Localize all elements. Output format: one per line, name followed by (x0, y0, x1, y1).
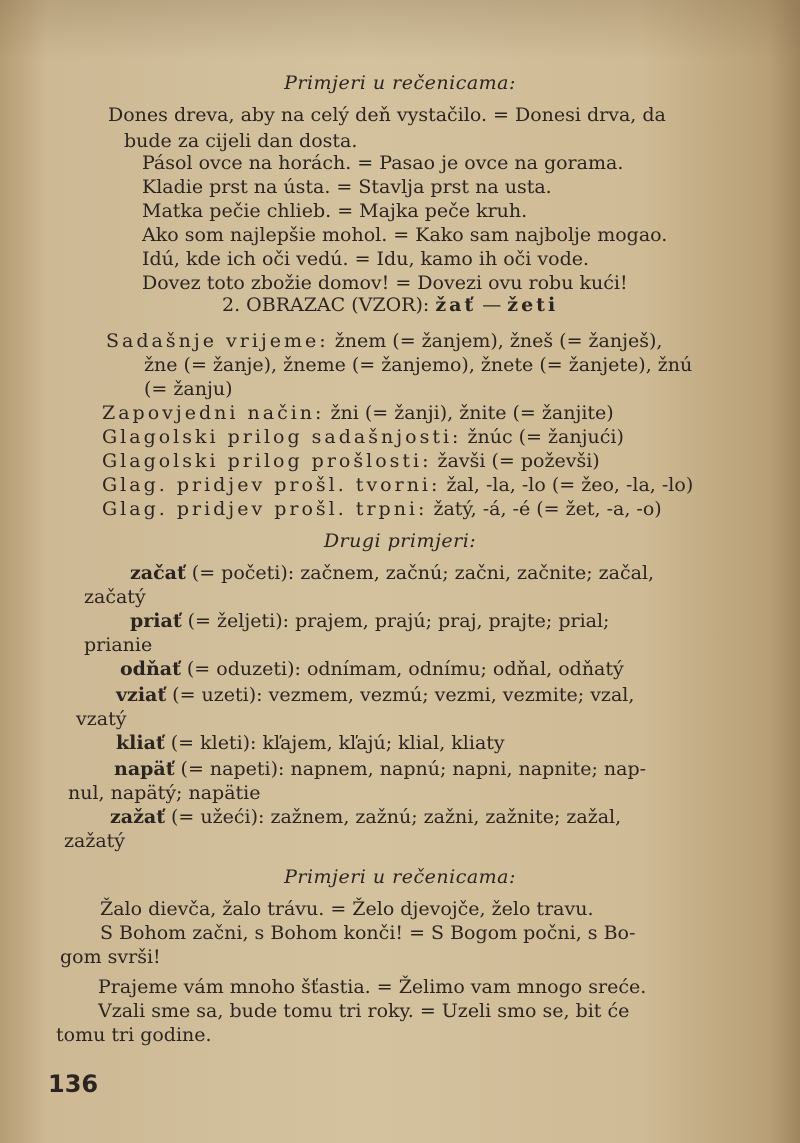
example-line: bude za cijeli dan dosta. (124, 130, 358, 152)
verb-gloss: (= oduzeti): (180, 658, 307, 680)
example-line: Kladie prst na ústa. = Stavlja prst na usta. (142, 176, 552, 198)
verb-headword: zažať (110, 806, 165, 828)
verb-headword: napäť (114, 758, 175, 780)
heading-other-examples: Drugi primjeri: (323, 530, 477, 552)
present-forms: žnem (= žanjem), žneš (= žanješ), (334, 330, 663, 352)
example-line: Idú, kde ich oči vedú. = Idu, kamo ih oči vode. (142, 248, 590, 270)
present-tense-line-3: (= žanju) (144, 378, 233, 400)
verb-entry (110, 806, 621, 828)
passive-adjective-label: Glag. pridjev prošl. trpni: (102, 498, 428, 520)
example-line: Pásol ovce na horách. = Pasao je ovce na gorama. (142, 152, 624, 174)
present-participle-line (102, 426, 624, 448)
verb-entry (120, 658, 624, 680)
example-line: tomu tri godine. (56, 1024, 212, 1046)
verb-headword: vziať (116, 684, 167, 706)
present-tense-line (106, 330, 662, 352)
section-title-label: 2. OBRAZAC (VZOR): (222, 294, 430, 316)
verb-entry (130, 610, 609, 632)
verb-gloss: (= kleti): (164, 732, 263, 754)
past-participle-form: žavši (= poževši) (437, 450, 600, 472)
past-participle-line (102, 450, 600, 472)
verb-headword: priať (130, 610, 182, 632)
verb-gloss: (= željeti): (181, 610, 296, 632)
active-adjective-line (102, 474, 693, 496)
section-dash: — (482, 294, 502, 316)
passive-adjective-forms: žatý, -á, -é (= žet, -a, -o) (433, 498, 662, 520)
verb-entry-continuation: začatý (84, 586, 146, 608)
verb-forms: prajem, prajú; praj, prajte; prial; (295, 610, 610, 632)
imperative-forms: žni (= žanji), žnite (= žanjite) (330, 402, 614, 424)
verb-headword: kliať (116, 732, 165, 754)
verb-gloss: (= napeti): (174, 758, 291, 780)
passive-adjective-line (102, 498, 662, 520)
verb-gloss: (= užeći): (164, 806, 271, 828)
verb-entry (116, 684, 634, 706)
example-line: gom svrši! (60, 946, 161, 968)
example-line: Vzali sme sa, bude tomu tri roky. = Uzeli smo se, bit će (98, 1000, 630, 1022)
verb-forms: kľajem, kľajú; klial, kliaty (262, 732, 505, 754)
present-participle-form: žnúc (= žanjući) (467, 426, 624, 448)
imperative-line (102, 402, 614, 424)
verb-gloss: (= uzeti): (166, 684, 269, 706)
verb-entry-continuation: vzatý (76, 708, 127, 730)
imperative-label: Zapovjedni način: (102, 402, 325, 424)
page-number: 136 (48, 1070, 99, 1098)
verb-forms: odnímam, odnímu; odňal, odňatý (306, 658, 624, 680)
verb-entry (130, 562, 654, 584)
present-tense-line-2: žne (= žanje), žneme (= žanjemo), žnete (= žanjete), žnú (144, 354, 693, 376)
page-shadow (0, 0, 800, 60)
section-verb-1: žať (435, 294, 477, 316)
active-adjective-forms: žal, -la, -lo (= žeo, -la, -lo) (446, 474, 694, 496)
present-participle-label: Glagolski prilog sadašnjosti: (102, 426, 462, 448)
section-title (222, 294, 558, 316)
example-line: S Bohom začni, s Bohom konči! = S Bogom počni, s Bo- (100, 922, 636, 944)
verb-forms: napnem, napnú; napni, napnite; nap- (290, 758, 647, 780)
example-line: Dones dreva, aby na celý deň vystačilo. = Donesi drva, da (108, 104, 666, 126)
past-participle-label: Glagolski prilog prošlosti: (102, 450, 432, 472)
verb-entry (116, 732, 505, 754)
example-line: Žalo dievča, žalo trávu. = Želo djevojče, želo travu. (100, 898, 594, 920)
verb-forms: zažnem, zažnú; zažni, zažnite; zažal, (270, 806, 622, 828)
verb-entry (114, 758, 646, 780)
verb-headword: začať (130, 562, 186, 584)
present-label: Sadašnje vrijeme: (106, 330, 329, 352)
example-line: Prajeme vám mnoho šťastia. = Želimo vam mnogo sreće. (98, 976, 647, 998)
verb-headword: odňať (120, 658, 181, 680)
heading-examples-2: Primjeri u rečenicama: (284, 866, 516, 888)
example-line: Dovez toto zbožie domov! = Dovezi ovu robu kući! (142, 272, 628, 294)
verb-forms: začnem, začnú; začni, začnite; začal, (300, 562, 655, 584)
verb-entry-continuation: prianie (84, 634, 153, 656)
heading-examples: Primjeri u rečenicama: (284, 72, 516, 94)
verb-forms: vezmem, vezmú; vezmi, vezmite; vzal, (268, 684, 635, 706)
example-line: Ako som najlepšie mohol. = Kako sam najbolje mogao. (142, 224, 668, 246)
example-line: Matka pečie chlieb. = Majka peče kruh. (142, 200, 528, 222)
verb-gloss: (= početi): (185, 562, 301, 584)
verb-entry-continuation: nul, napätý; napätie (68, 782, 261, 804)
active-adjective-label: Glag. pridjev prošl. tvorni: (102, 474, 441, 496)
section-verb-2: žeti (507, 294, 559, 316)
verb-entry-continuation: zažatý (64, 830, 126, 852)
